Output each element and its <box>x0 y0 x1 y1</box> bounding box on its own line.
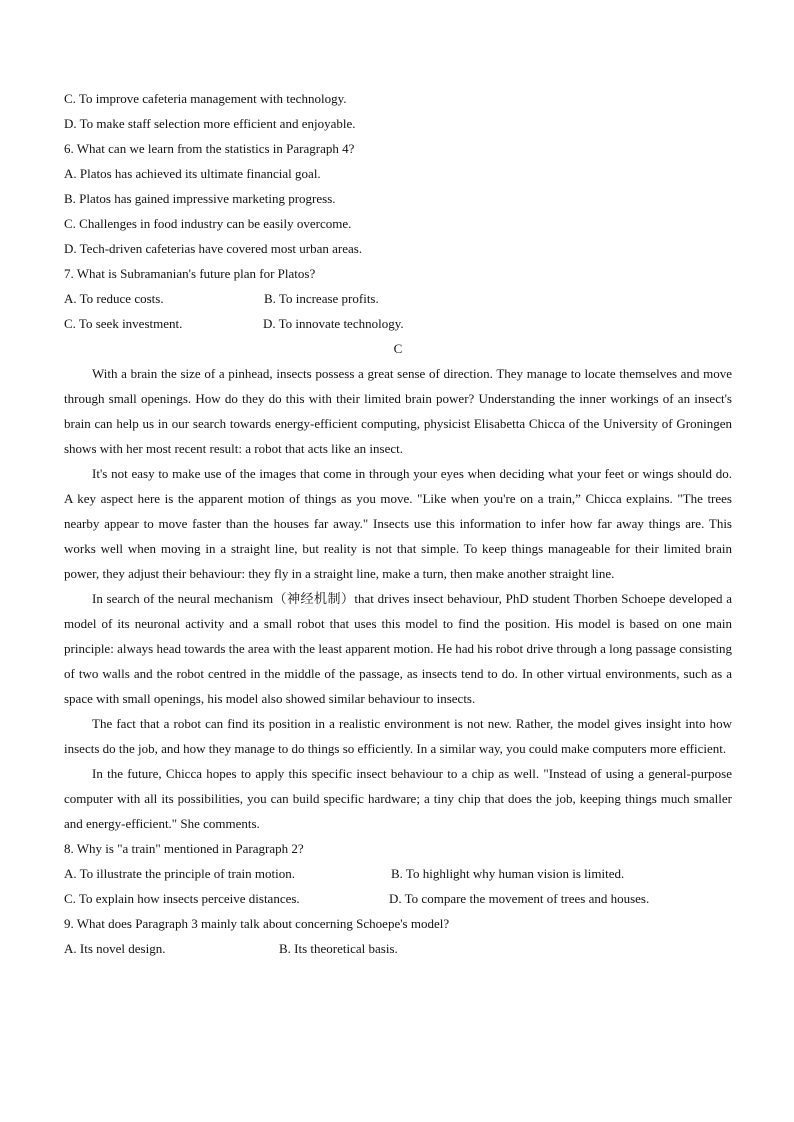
q5-option-d: D. To make staff selection more efficient and enjoyable. <box>64 116 356 131</box>
q6-option-c: C. Challenges in food industry can be easily overcome. <box>64 216 352 231</box>
q8-stem: 8. Why is "a train" mentioned in Paragraph 2? <box>64 841 304 856</box>
passage-paragraph-4: The fact that a robot can find its position in a realistic environment is not new. Rather, the model gives insight into how insects do the job, and how they manage to do things so efficiently. In a similar way, you could make computers more efficient. <box>64 716 732 756</box>
document-page <box>64 86 732 961</box>
q9-option-b: B. Its theoretical basis. <box>279 941 398 956</box>
passage-paragraph-5: In the future, Chicca hopes to apply this specific insect behaviour to a chip as well. "Instead of using a general-purpose computer with all its possibilities, you can build specific hardware; a tiny chip that does the job, keeping things much smaller and energy-efficient." She comments. <box>64 766 732 831</box>
q8-option-b: B. To highlight why human vision is limited. <box>391 866 625 881</box>
passage-paragraph-2: It's not easy to make use of the images that come in through your eyes when deciding what your feet or wings should do. A key aspect here is the apparent motion of things as you move. "Like when you're on a train,” Chicca explains. "The trees nearby appear to move faster than the houses far away." Insects use this information to infer how far away things are. This works well when moving in a straight line, but reality is not that simple. To keep things manageable for their limited brain power, they adjust their behaviour: they fly in a straight line, make a turn, then make another straight line. <box>64 466 732 581</box>
q6-stem: 6. What can we learn from the statistics in Paragraph 4? <box>64 141 355 156</box>
q8-option-a: A. To illustrate the principle of train motion. <box>64 866 295 881</box>
q7-option-a: A. To reduce costs. <box>64 291 164 306</box>
q7-options-row-2 <box>64 311 732 336</box>
q9-stem: 9. What does Paragraph 3 mainly talk about concerning Schoepe's model? <box>64 916 450 931</box>
q9-options-row-1 <box>64 936 732 961</box>
passage-paragraph-1: With a brain the size of a pinhead, insects possess a great sense of direction. They manage to locate themselves and move through small openings. How do they do this with their limited brain power? Understanding the inner workings of an insect's brain can help us in our search towards energy-efficient computing, physicist Elisabetta Chicca of the University of Groningen shows with her most recent result: a robot that acts like an insect. <box>64 366 732 456</box>
passage-paragraph-3: In search of the neural mechanism（神经机制）that drives insect behaviour, PhD student Thorben Schoepe developed a model of its neuronal activity and a small robot that uses this model to find the position. His model is based on one main principle: always head towards the area with the least apparent motion. He had his robot drive through a long passage consisting of two walls and the robot centred in the middle of the passage, as insects tend to do. In other virtual environments, such as a space with small openings, his model also showed similar behaviour to insects. <box>64 591 732 706</box>
q8-options-row-1 <box>64 861 732 886</box>
q8-options-row-2 <box>64 886 732 911</box>
q6-option-d: D. Tech-driven cafeterias have covered most urban areas. <box>64 241 363 256</box>
q7-options-row-1 <box>64 286 732 311</box>
q8-option-c: C. To explain how insects perceive distances. <box>64 891 300 906</box>
q8-option-d: D. To compare the movement of trees and houses. <box>389 891 650 906</box>
q6-option-b: B. Platos has gained impressive marketing progress. <box>64 191 336 206</box>
q6-option-a: A. Platos has achieved its ultimate financial goal. <box>64 166 321 181</box>
q7-option-b: B. To increase profits. <box>264 291 379 306</box>
q5-option-c: C. To improve cafeteria management with technology. <box>64 91 347 106</box>
q9-option-a: A. Its novel design. <box>64 941 166 956</box>
q7-option-d: D. To innovate technology. <box>263 316 404 331</box>
section-label: C <box>393 341 403 356</box>
q7-stem: 7. What is Subramanian's future plan for Platos? <box>64 266 316 281</box>
q7-option-c: C. To seek investment. <box>64 316 183 331</box>
